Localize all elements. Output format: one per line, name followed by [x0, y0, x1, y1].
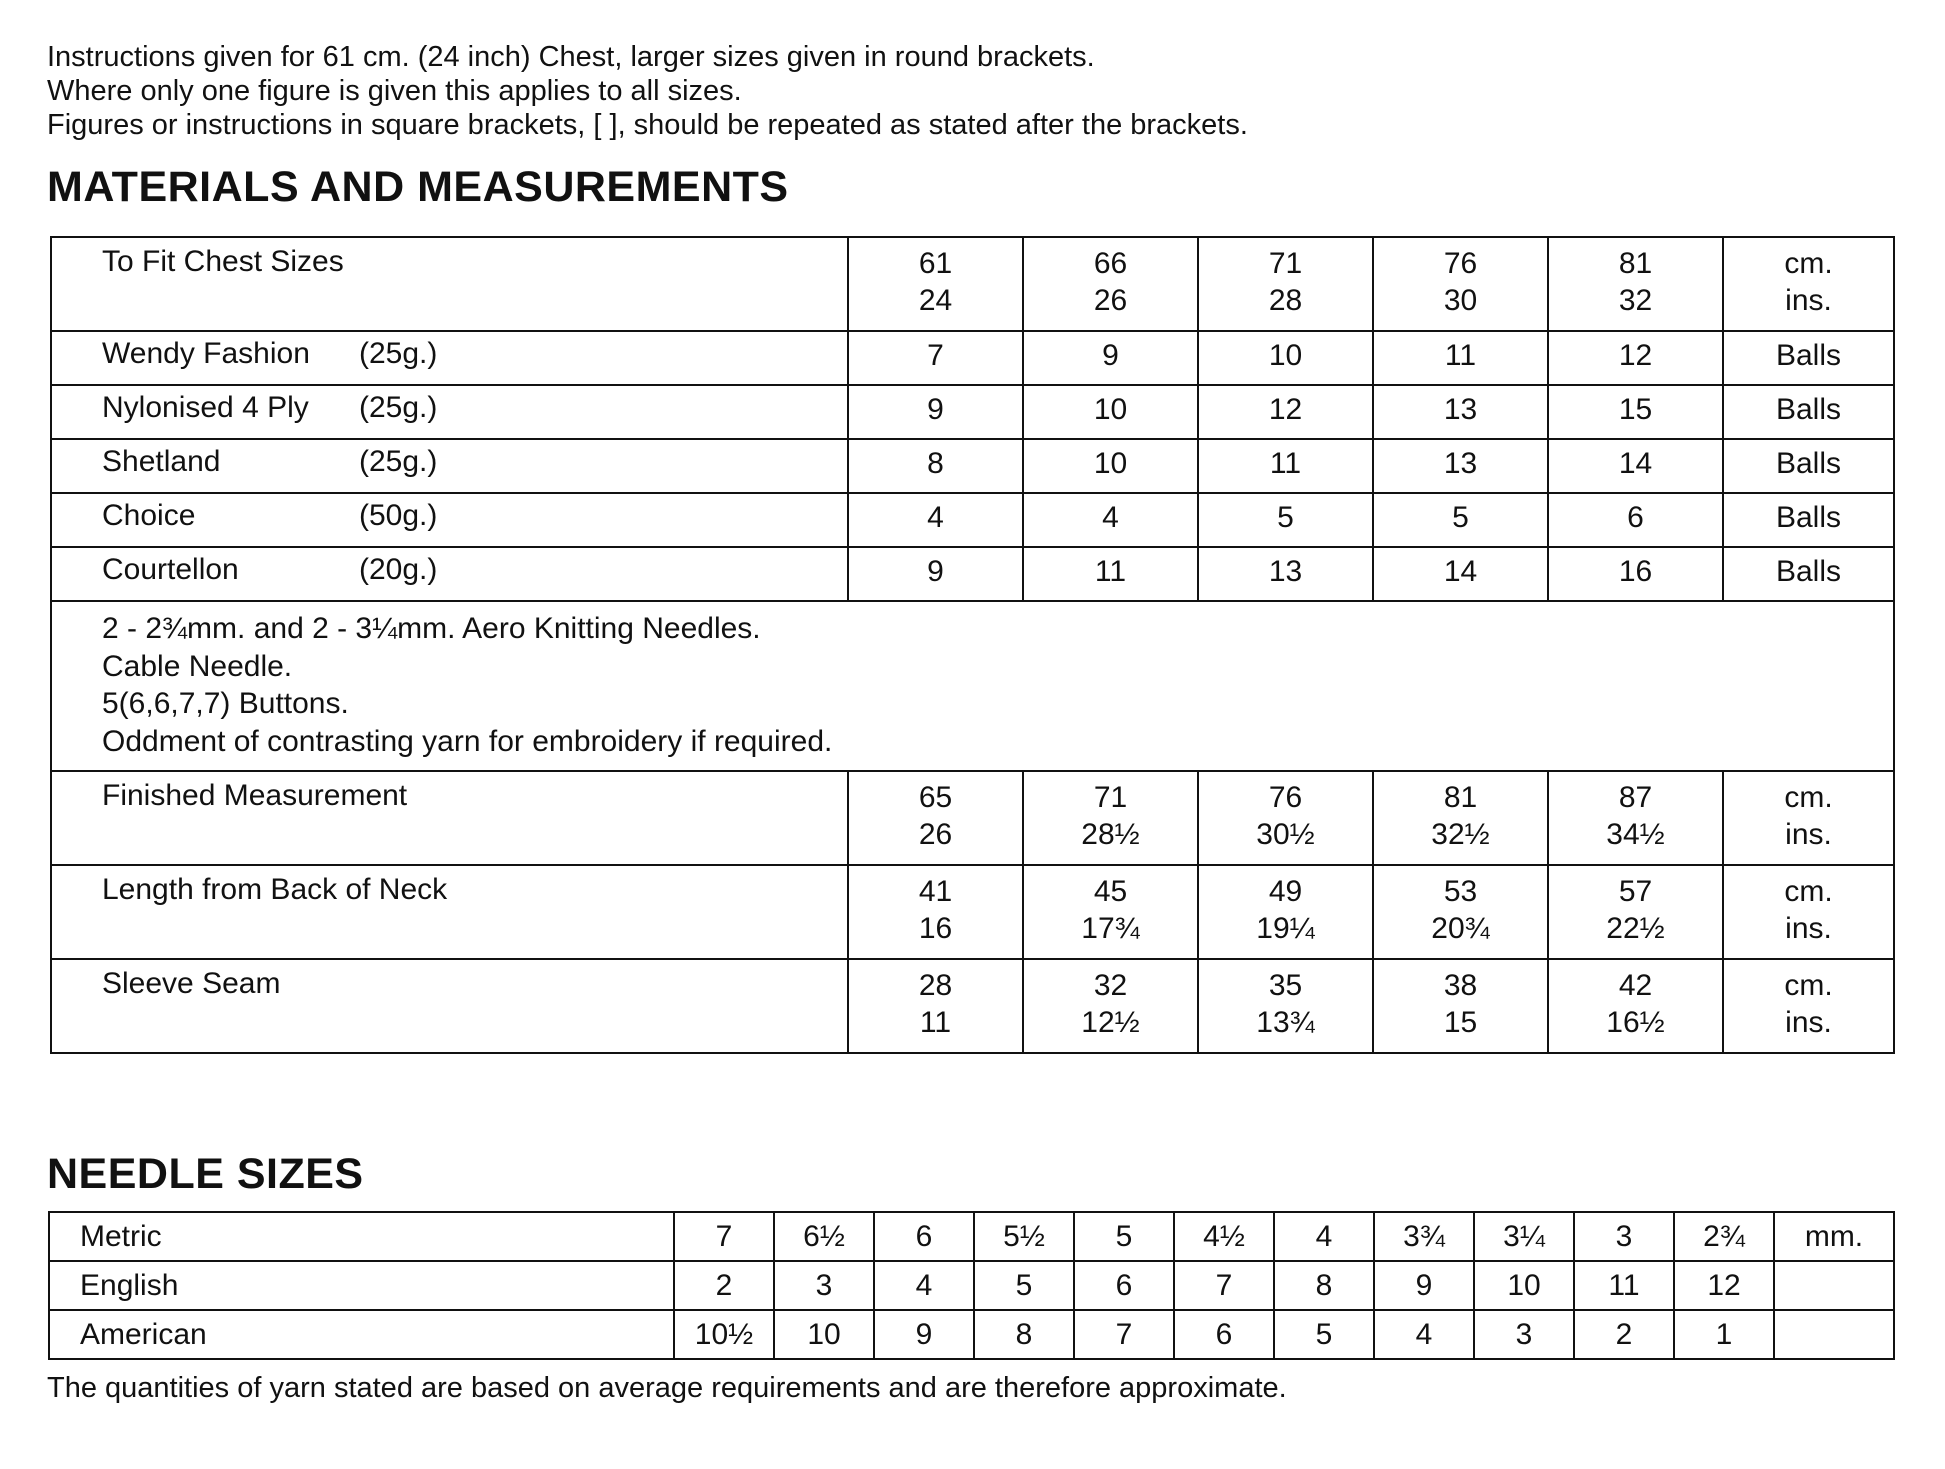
needle-size-cell: 4: [1274, 1212, 1374, 1261]
needle-size-cell: 10: [774, 1310, 874, 1359]
unit-ins: ins.: [1785, 1006, 1832, 1039]
needle-size-cell: 10½: [674, 1310, 774, 1359]
measurement-cell: [1373, 865, 1548, 959]
needle-size-cell: 3: [1574, 1212, 1674, 1261]
measurement-cm: 87: [1618, 781, 1653, 814]
measurement-ins: 26: [918, 818, 953, 851]
measurement-cell: [848, 865, 1023, 959]
yarn-unit: Balls: [1723, 439, 1894, 493]
measurement-cm: 76: [1268, 781, 1303, 814]
requirements-cell: [51, 601, 1894, 771]
needle-size-cell: 3¼: [1474, 1212, 1574, 1261]
measurement-cell: [1548, 771, 1723, 865]
measurement-cell: [1548, 959, 1723, 1053]
yarn-row: [51, 547, 1894, 601]
needle-size-cell: 11: [1574, 1261, 1674, 1310]
needle-unit-cell: [1774, 1310, 1894, 1359]
measurement-ins: 30½: [1256, 818, 1315, 851]
yarn-name: Nylonised 4 Ply: [102, 391, 309, 424]
needle-size-cell: 4½: [1174, 1212, 1274, 1261]
measurement-cell: [1373, 771, 1548, 865]
measurement-row: [51, 865, 1894, 959]
intro-line: Instructions given for 61 cm. (24 inch) Chest, larger sizes given in round brackets.: [47, 41, 1095, 73]
yarn-weight: (20g.): [359, 553, 438, 586]
needle-size-cell: 5½: [974, 1212, 1074, 1261]
requirement-line: Cable Needle.: [102, 649, 293, 683]
measurement-cm: 71: [1093, 781, 1128, 814]
needle-size-cell: 6: [874, 1212, 974, 1261]
needle-unit-cell: mm.: [1774, 1212, 1894, 1261]
chest-sizes-label: To Fit Chest Sizes: [51, 237, 848, 331]
measurement-cell: [848, 959, 1023, 1053]
unit-ins: ins.: [1785, 912, 1832, 945]
needle-size-cell: 6: [1174, 1310, 1274, 1359]
yarn-quantity: 13: [1373, 385, 1548, 439]
unit-cell: [1723, 771, 1894, 865]
yarn-row: [51, 331, 1894, 385]
needle-size-cell: 7: [1174, 1261, 1274, 1310]
needle-size-cell: 7: [1074, 1310, 1174, 1359]
yarn-quantity: 9: [848, 385, 1023, 439]
needle-size-cell: 1: [1674, 1310, 1774, 1359]
yarn-label: [51, 493, 848, 547]
requirement-line: 2 - 2¾mm. and 2 - 3¼mm. Aero Knitting Needles.: [102, 612, 761, 645]
measurement-cm: 49: [1268, 875, 1303, 908]
unit-cm: cm.: [1784, 781, 1833, 814]
yarn-quantity: 4: [1023, 493, 1198, 547]
size-ins: 30: [1443, 284, 1478, 317]
needle-size-cell: 6½: [774, 1212, 874, 1261]
yarn-quantity: 12: [1198, 385, 1373, 439]
measurement-cm: 28: [918, 969, 953, 1002]
yarn-quantity: 10: [1198, 331, 1373, 385]
needle-row-american: [49, 1310, 1894, 1359]
unit-cell: [1723, 865, 1894, 959]
yarn-quantity: 16: [1548, 547, 1723, 601]
yarn-quantity: 9: [848, 547, 1023, 601]
unit-ins: ins.: [1785, 818, 1832, 851]
measurement-cell: [1198, 865, 1373, 959]
unit-ins: ins.: [1785, 284, 1832, 317]
needle-size-cell: 10: [1474, 1261, 1574, 1310]
measurement-cm: 53: [1443, 875, 1478, 908]
yarn-label: [51, 385, 848, 439]
measurement-ins: 20¾: [1431, 912, 1490, 945]
yarn-quantity: 10: [1023, 385, 1198, 439]
measurement-cm: 81: [1443, 781, 1478, 814]
needle-size-cell: 8: [974, 1310, 1074, 1359]
yarn-name: Choice: [102, 499, 196, 532]
yarn-unit: Balls: [1723, 493, 1894, 547]
size-cm: 81: [1618, 247, 1653, 280]
measurement-cell: [1198, 771, 1373, 865]
yarn-weight: (50g.): [359, 499, 438, 532]
intro-line: Figures or instructions in square brackets, [ ], should be repeated as stated after the brackets.: [47, 109, 1248, 141]
needle-size-cell: 8: [1274, 1261, 1374, 1310]
yarn-quantity: 8: [848, 439, 1023, 493]
needle-sizes-heading: NEEDLE SIZES: [47, 1150, 364, 1198]
measurement-cm: 45: [1093, 875, 1128, 908]
measurement-label: Length from Back of Neck: [51, 865, 848, 959]
yarn-weight: (25g.): [359, 337, 438, 370]
unit-cm: cm.: [1784, 969, 1833, 1002]
measurement-ins: 11: [919, 1006, 952, 1039]
needle-size-cell: 3: [1474, 1310, 1574, 1359]
size-ins: 32: [1618, 284, 1653, 317]
yarn-quantity: 11: [1373, 331, 1548, 385]
yarn-quantity: 7: [848, 331, 1023, 385]
materials-table: [50, 236, 1895, 1054]
yarn-weight: (25g.): [359, 445, 438, 478]
needle-size-cell: 2: [674, 1261, 774, 1310]
size-cell: [1373, 237, 1548, 331]
yarn-name: Courtellon: [102, 553, 239, 586]
yarn-row: [51, 493, 1894, 547]
intro-line: Where only one figure is given this applies to all sizes.: [47, 75, 742, 107]
needle-row-english: [49, 1261, 1894, 1310]
yarn-quantity: 15: [1548, 385, 1723, 439]
measurement-ins: 28½: [1081, 818, 1140, 851]
measurement-cell: [848, 771, 1023, 865]
measurement-cm: 42: [1618, 969, 1653, 1002]
size-cm: 71: [1268, 247, 1303, 280]
measurement-label: Sleeve Seam: [51, 959, 848, 1053]
needle-size-cell: 5: [1274, 1310, 1374, 1359]
measurement-cell: [1023, 959, 1198, 1053]
size-cell: [1198, 237, 1373, 331]
yarn-quantity: 11: [1023, 547, 1198, 601]
measurement-ins: 17¾: [1081, 912, 1140, 945]
needle-system-label: English: [49, 1261, 674, 1310]
size-cell: [1548, 237, 1723, 331]
yarn-quantity: 11: [1198, 439, 1373, 493]
needle-size-cell: 9: [874, 1310, 974, 1359]
needle-size-cell: 12: [1674, 1261, 1774, 1310]
size-cm: 61: [918, 247, 953, 280]
measurement-ins: 34½: [1606, 818, 1665, 851]
measurement-ins: 32½: [1431, 818, 1490, 851]
needle-size-cell: 6: [1074, 1261, 1174, 1310]
measurement-cm: 35: [1268, 969, 1303, 1002]
requirement-line: Oddment of contrasting yarn for embroidery if required.: [102, 724, 833, 758]
size-ins: 24: [918, 284, 953, 317]
yarn-label: [51, 439, 848, 493]
yarn-label: [51, 547, 848, 601]
yarn-quantity: 14: [1373, 547, 1548, 601]
measurement-cm: 65: [918, 781, 953, 814]
size-ins: 28: [1268, 284, 1303, 317]
measurement-cm: 38: [1443, 969, 1478, 1002]
yarn-quantity: 13: [1373, 439, 1548, 493]
chest-sizes-row: [51, 237, 1894, 331]
measurement-cm: 32: [1093, 969, 1128, 1002]
measurement-cell: [1373, 959, 1548, 1053]
needle-size-cell: 3: [774, 1261, 874, 1310]
measurement-row: [51, 959, 1894, 1053]
yarn-unit: Balls: [1723, 385, 1894, 439]
measurement-cell: [1023, 865, 1198, 959]
needle-size-cell: 5: [974, 1261, 1074, 1310]
requirements-row: [51, 601, 1894, 771]
size-ins: 26: [1093, 284, 1128, 317]
needle-system-label: Metric: [49, 1212, 674, 1261]
needle-size-cell: 2¾: [1674, 1212, 1774, 1261]
yarn-unit: Balls: [1723, 547, 1894, 601]
measurement-ins: 12½: [1081, 1006, 1140, 1039]
yarn-quantity: 5: [1373, 493, 1548, 547]
yarn-quantity: 9: [1023, 331, 1198, 385]
needle-size-cell: 5: [1074, 1212, 1174, 1261]
unit-cm: cm.: [1784, 875, 1833, 908]
needle-size-cell: 4: [1374, 1310, 1474, 1359]
needle-size-cell: 7: [674, 1212, 774, 1261]
needle-size-cell: 4: [874, 1261, 974, 1310]
measurement-ins: 15: [1443, 1006, 1478, 1039]
needle-unit-cell: [1774, 1261, 1894, 1310]
size-cm: 66: [1093, 247, 1128, 280]
materials-heading: MATERIALS AND MEASUREMENTS: [47, 163, 789, 211]
yarn-quantity: 12: [1548, 331, 1723, 385]
requirement-line: 5(6,6,7,7) Buttons.: [102, 687, 349, 720]
yarn-quantity: 10: [1023, 439, 1198, 493]
needle-size-cell: 3¾: [1374, 1212, 1474, 1261]
yarn-quantity: 4: [848, 493, 1023, 547]
measurement-cm: 57: [1618, 875, 1653, 908]
size-cell: [1023, 237, 1198, 331]
measurement-ins: 22½: [1606, 912, 1665, 945]
measurement-cm: 41: [918, 875, 953, 908]
yarn-quantity: 5: [1198, 493, 1373, 547]
yarn-name: Wendy Fashion: [102, 337, 310, 370]
size-cell: [848, 237, 1023, 331]
measurement-cell: [1198, 959, 1373, 1053]
yarn-weight: (25g.): [359, 391, 438, 424]
measurement-cell: [1548, 865, 1723, 959]
measurement-label: Finished Measurement: [51, 771, 848, 865]
needle-row-metric: [49, 1212, 1894, 1261]
needle-size-cell: 2: [1574, 1310, 1674, 1359]
yarn-unit: Balls: [1723, 331, 1894, 385]
needle-system-label: American: [49, 1310, 674, 1359]
measurement-cell: [1023, 771, 1198, 865]
measurement-ins: 16: [918, 912, 953, 945]
intro-text: [47, 40, 1248, 142]
yarn-row: [51, 385, 1894, 439]
yarn-row: [51, 439, 1894, 493]
unit-cell: [1723, 237, 1894, 331]
unit-cm: cm.: [1784, 247, 1833, 280]
yarn-label: [51, 331, 848, 385]
yarn-quantity: 14: [1548, 439, 1723, 493]
yarn-quantity: 13: [1198, 547, 1373, 601]
footnote: The quantities of yarn stated are based on average requirements and are therefore approximate.: [47, 1372, 1287, 1404]
yarn-quantity: 6: [1548, 493, 1723, 547]
measurement-ins: 16½: [1606, 1006, 1665, 1039]
unit-cell: [1723, 959, 1894, 1053]
needle-sizes-table: [48, 1211, 1895, 1360]
measurement-row: [51, 771, 1894, 865]
measurement-ins: 13¾: [1256, 1006, 1315, 1039]
measurement-ins: 19¼: [1256, 912, 1315, 945]
size-cm: 76: [1443, 247, 1478, 280]
yarn-name: Shetland: [102, 445, 221, 478]
needle-size-cell: 9: [1374, 1261, 1474, 1310]
